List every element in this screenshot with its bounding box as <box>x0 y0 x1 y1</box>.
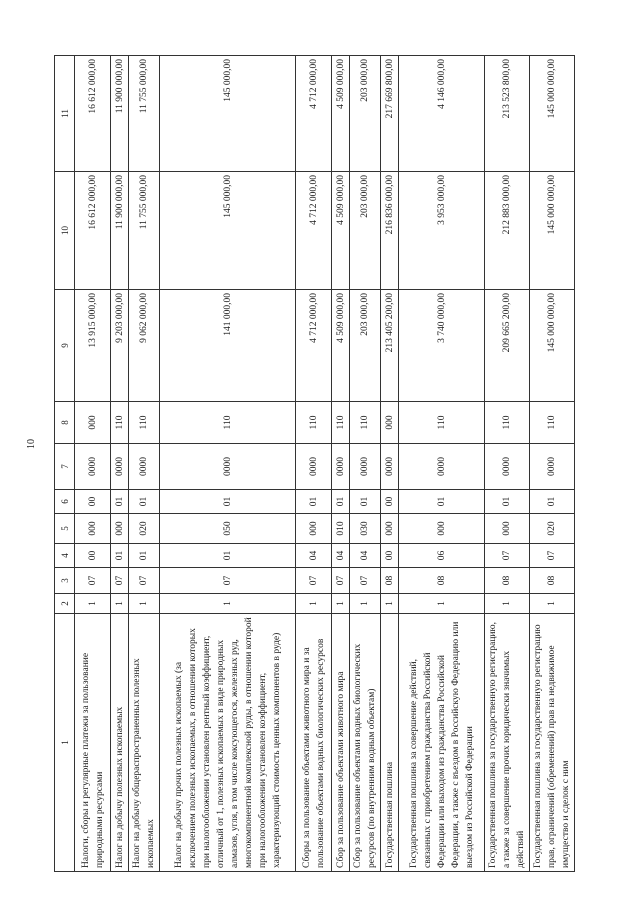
column-number-6: 6 <box>55 490 75 514</box>
amount-year-2: 216 836 000,00 <box>381 172 399 290</box>
amount-year-3: 16 612 000,00 <box>75 56 111 172</box>
article-code: 01 <box>111 544 129 568</box>
subgroup-code: 07 <box>160 568 296 594</box>
program-code: 0000 <box>350 444 381 490</box>
table-row <box>332 56 350 872</box>
article-code: 04 <box>350 544 381 568</box>
subarticle-code: 000 <box>75 514 111 544</box>
amount-year-2: 212 883 000,00 <box>485 172 530 290</box>
program-code: 0000 <box>75 444 111 490</box>
table-row <box>399 56 485 872</box>
subgroup-code: 07 <box>129 568 160 594</box>
table-row <box>350 56 381 872</box>
subarticle-code: 020 <box>129 514 160 544</box>
element-code: 01 <box>332 490 350 514</box>
row-name: Налоги, сборы и регулярные платежи за пользование природными ресурсами <box>75 614 111 872</box>
classification-code: 110 <box>111 402 129 444</box>
column-number-9: 9 <box>55 290 75 402</box>
amount-year-1: 4 509 000,00 <box>332 290 350 402</box>
amount-year-2: 145 000,00 <box>160 172 296 290</box>
amount-year-1: 13 915 000,00 <box>75 290 111 402</box>
amount-year-1: 141 000,00 <box>160 290 296 402</box>
amount-year-3: 217 669 800,00 <box>381 56 399 172</box>
amount-year-1: 209 665 200,00 <box>485 290 530 402</box>
row-name: Сбор за пользование объектами животного мира <box>332 614 350 872</box>
table-row <box>111 56 129 872</box>
row-name: Сборы за пользование объектами животного мира и за пользование объектами водных биологических ресурсов <box>296 614 332 872</box>
program-code: 0000 <box>485 444 530 490</box>
subgroup-code: 07 <box>332 568 350 594</box>
program-code: 0000 <box>399 444 485 490</box>
amount-year-2: 4 712 000,00 <box>296 172 332 290</box>
amount-year-2: 203 000,00 <box>350 172 381 290</box>
amount-year-1: 3 740 000,00 <box>399 290 485 402</box>
subarticle-code: 020 <box>530 514 575 544</box>
subarticle-code: 000 <box>296 514 332 544</box>
program-code: 0000 <box>160 444 296 490</box>
budget-revenue-table <box>54 55 575 872</box>
subarticle-code: 030 <box>350 514 381 544</box>
row-name: Налог на добычу полезных ископаемых <box>111 614 129 872</box>
program-code: 0000 <box>296 444 332 490</box>
subarticle-code: 000 <box>381 514 399 544</box>
element-code: 01 <box>129 490 160 514</box>
article-code: 04 <box>332 544 350 568</box>
classification-code: 110 <box>160 402 296 444</box>
table-row <box>296 56 332 872</box>
subgroup-code: 07 <box>296 568 332 594</box>
amount-year-3: 145 000,00 <box>160 56 296 172</box>
amount-year-2: 11 755 000,00 <box>129 172 160 290</box>
column-number-7: 7 <box>55 444 75 490</box>
amount-year-3: 203 000,00 <box>350 56 381 172</box>
article-code: 00 <box>75 544 111 568</box>
page-number: 10 <box>26 439 37 449</box>
amount-year-1: 4 712 000,00 <box>296 290 332 402</box>
group-code: 1 <box>111 594 129 614</box>
article-code: 01 <box>129 544 160 568</box>
classification-code: 110 <box>350 402 381 444</box>
element-code: 01 <box>530 490 575 514</box>
row-name: Сбор за пользование объектами водных биологических ресурсов (по внутренним водным объектам) <box>350 614 381 872</box>
amount-year-1: 9 062 000,00 <box>129 290 160 402</box>
amount-year-3: 4 146 000,00 <box>399 56 485 172</box>
column-number-11: 11 <box>55 56 75 172</box>
article-code: 07 <box>485 544 530 568</box>
amount-year-2: 16 612 000,00 <box>75 172 111 290</box>
group-code: 1 <box>530 594 575 614</box>
article-code: 00 <box>381 544 399 568</box>
column-number-2: 2 <box>55 594 75 614</box>
rotated-page-content <box>54 56 571 872</box>
program-code: 0000 <box>530 444 575 490</box>
program-code: 0000 <box>111 444 129 490</box>
amount-year-2: 11 900 000,00 <box>111 172 129 290</box>
column-number-8: 8 <box>55 402 75 444</box>
subarticle-code: 010 <box>332 514 350 544</box>
subarticle-code: 000 <box>399 514 485 544</box>
classification-code: 110 <box>296 402 332 444</box>
classification-code: 000 <box>75 402 111 444</box>
classification-code: 110 <box>332 402 350 444</box>
subarticle-code: 050 <box>160 514 296 544</box>
element-code: 01 <box>399 490 485 514</box>
row-name: Государственная пошлина за государственную регистрацию, а также за совершение прочих юридически значимых действий <box>485 614 530 872</box>
row-name: Государственная пошлина за совершение действий, связанных с приобретением гражданства Российской Федерации или выходом из гражданства Российской Федерации, а также с въездом в Российскую Федерацию или выездом из Российской Федерации <box>399 614 485 872</box>
column-number-row <box>55 56 75 872</box>
program-code: 0000 <box>129 444 160 490</box>
amount-year-2: 3 953 000,00 <box>399 172 485 290</box>
group-code: 1 <box>160 594 296 614</box>
article-code: 04 <box>296 544 332 568</box>
amount-year-3: 11 900 000,00 <box>111 56 129 172</box>
group-code: 1 <box>332 594 350 614</box>
program-code: 0000 <box>381 444 399 490</box>
column-number-4: 4 <box>55 544 75 568</box>
classification-code: 110 <box>399 402 485 444</box>
element-code: 01 <box>485 490 530 514</box>
table-row <box>129 56 160 872</box>
group-code: 1 <box>350 594 381 614</box>
element-code: 01 <box>350 490 381 514</box>
row-name: Налог на добычу общераспространенных полезных ископаемых <box>129 614 160 872</box>
table-row <box>381 56 399 872</box>
subgroup-code: 08 <box>485 568 530 594</box>
amount-year-3: 213 523 800,00 <box>485 56 530 172</box>
group-code: 1 <box>75 594 111 614</box>
subgroup-code: 07 <box>111 568 129 594</box>
amount-year-2: 4 509 000,00 <box>332 172 350 290</box>
group-code: 1 <box>129 594 160 614</box>
element-code: 01 <box>160 490 296 514</box>
group-code: 1 <box>485 594 530 614</box>
column-number-1: 1 <box>55 614 75 872</box>
amount-year-1: 9 203 000,00 <box>111 290 129 402</box>
element-code: 00 <box>75 490 111 514</box>
amount-year-3: 11 755 000,00 <box>129 56 160 172</box>
column-number-10: 10 <box>55 172 75 290</box>
table-row <box>160 56 296 872</box>
subarticle-code: 000 <box>485 514 530 544</box>
amount-year-1: 145 000 000,00 <box>530 290 575 402</box>
subgroup-code: 08 <box>530 568 575 594</box>
classification-code: 110 <box>530 402 575 444</box>
subarticle-code: 000 <box>111 514 129 544</box>
group-code: 1 <box>399 594 485 614</box>
table-row <box>485 56 530 872</box>
subgroup-code: 07 <box>75 568 111 594</box>
classification-code: 110 <box>485 402 530 444</box>
element-code: 00 <box>381 490 399 514</box>
row-name: Государственная пошлина за государственную регистрацию прав, ограничений (обременений) прав на недвижимое имущество и сделок с ним <box>530 614 575 872</box>
element-code: 01 <box>296 490 332 514</box>
article-code: 07 <box>530 544 575 568</box>
column-number-3: 3 <box>55 568 75 594</box>
amount-year-1: 203 000,00 <box>350 290 381 402</box>
subgroup-code: 08 <box>381 568 399 594</box>
row-name: Налог на добычу прочих полезных ископаемых (за исключением полезных ископаемых, в отношении которых при налогообложении установлен рентный коэффициент, отличный от 1, полезных ископаемых в виде природных алмазов, угля, в том числе коксующегося, железных руд, многокомпонентной комплексной руды, в отношении которой при налогообложении установлен коэффициент, характеризующий стоимость ценных компонентов в руде) <box>160 614 296 872</box>
subgroup-code: 07 <box>350 568 381 594</box>
amount-year-3: 145 000 000,00 <box>530 56 575 172</box>
program-code: 0000 <box>332 444 350 490</box>
column-number-5: 5 <box>55 514 75 544</box>
element-code: 01 <box>111 490 129 514</box>
amount-year-2: 145 000 000,00 <box>530 172 575 290</box>
classification-code: 110 <box>129 402 160 444</box>
group-code: 1 <box>296 594 332 614</box>
amount-year-3: 4 712 000,00 <box>296 56 332 172</box>
row-name: Государственная пошлина <box>381 614 399 872</box>
article-code: 06 <box>399 544 485 568</box>
amount-year-1: 213 405 200,00 <box>381 290 399 402</box>
group-code: 1 <box>381 594 399 614</box>
classification-code: 000 <box>381 402 399 444</box>
article-code: 01 <box>160 544 296 568</box>
subgroup-code: 08 <box>399 568 485 594</box>
table-row <box>75 56 111 872</box>
amount-year-3: 4 509 000,00 <box>332 56 350 172</box>
table-row <box>530 56 575 872</box>
